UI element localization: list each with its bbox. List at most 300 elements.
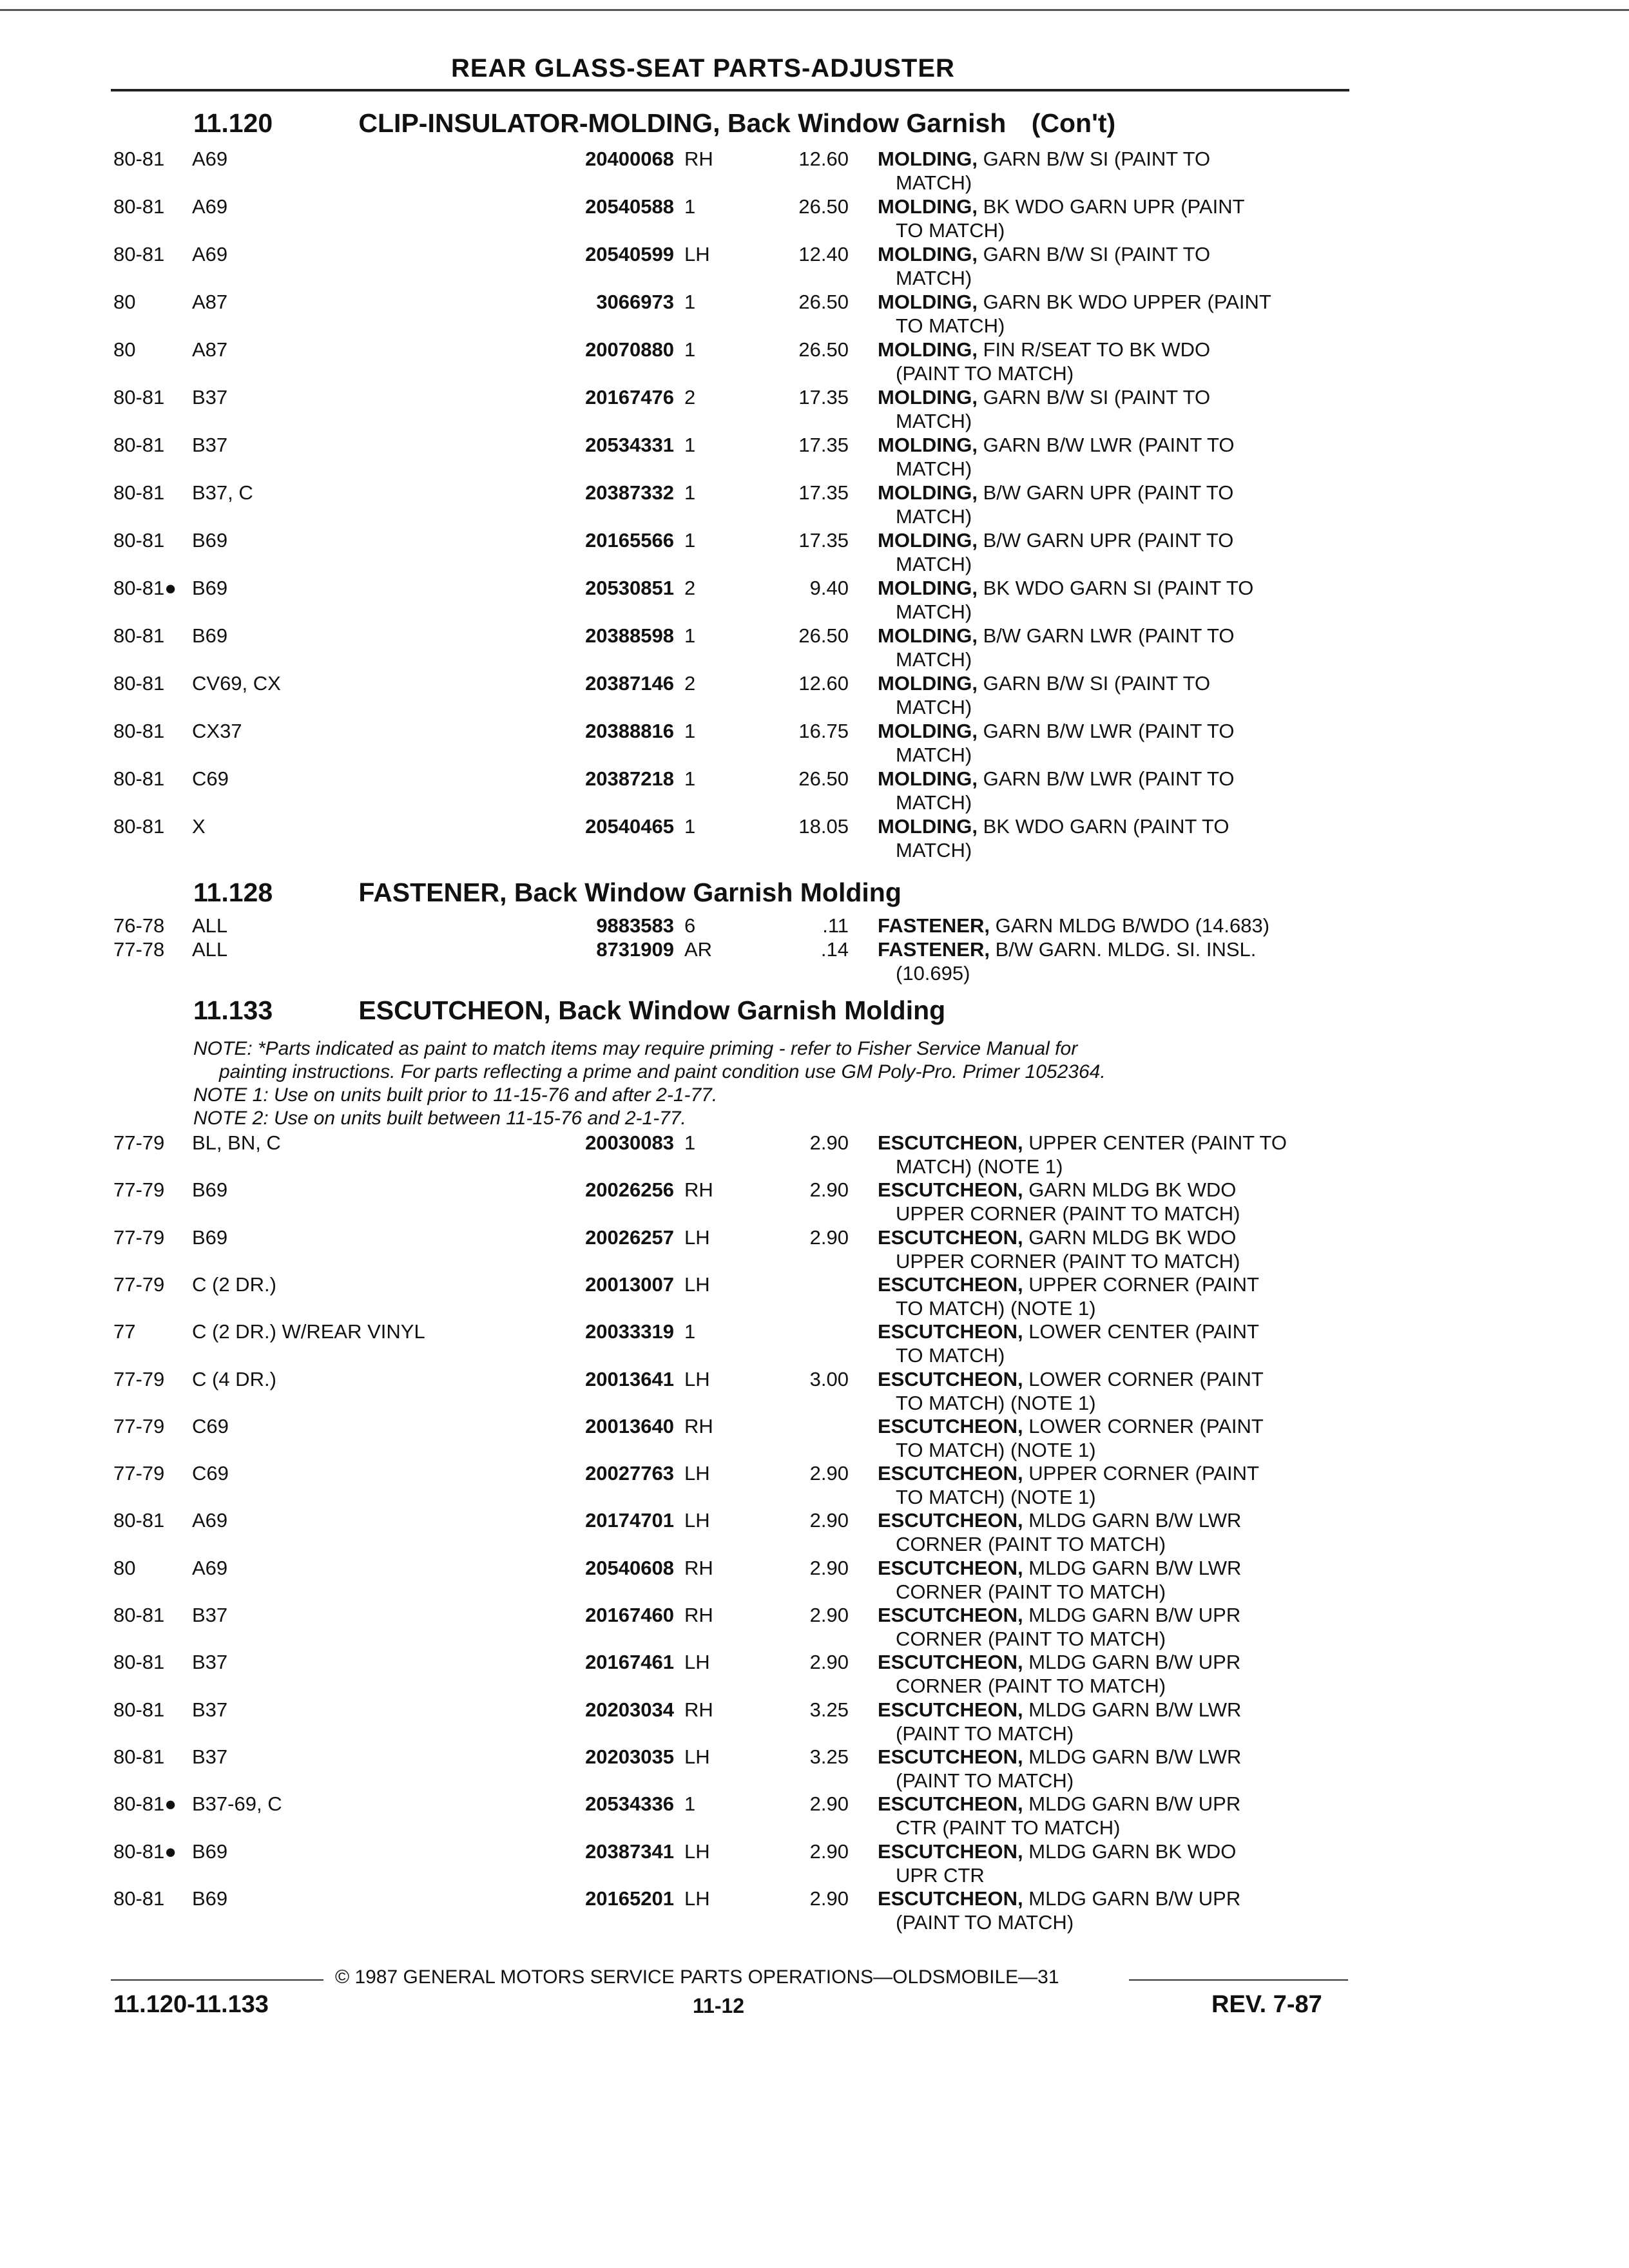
description-line-1: BK WDO GARN SI (PAINT TO xyxy=(983,577,1254,599)
description-line-2: CORNER (PAINT TO MATCH) xyxy=(896,1580,1166,1603)
top-border-line xyxy=(0,9,1629,11)
model-cell: BL, BN, C xyxy=(192,1131,281,1154)
part-number-cell: 20540465 xyxy=(585,815,674,838)
description-line-1: GARN B/W LWR (PAINT TO xyxy=(983,767,1235,790)
quantity-cell: LH xyxy=(684,1273,710,1296)
model-cell: B69 xyxy=(192,1887,228,1910)
description-cell xyxy=(878,1508,1348,1556)
description-line-2: MATCH) xyxy=(896,791,972,814)
model-cell: A69 xyxy=(192,195,228,218)
footer-section-range: 11.120-11.133 xyxy=(113,1991,269,2018)
quantity-cell: LH xyxy=(684,1887,710,1910)
note-line: NOTE: *Parts indicated as paint to match items may require priming - refer to Fisher Service Manual for xyxy=(193,1038,1078,1059)
quantity-cell: 1 xyxy=(684,624,696,647)
model-cell: B37 xyxy=(192,1745,228,1768)
price-cell: 17.35 xyxy=(798,481,849,504)
description-line-1: MLDG GARN B/W LWR xyxy=(1028,1745,1242,1768)
description-cell xyxy=(878,1792,1348,1840)
part-name: MOLDING, xyxy=(878,291,978,313)
model-cell: C (2 DR.) xyxy=(192,1273,276,1296)
parts-row xyxy=(0,814,1629,862)
footer-revision: REV. 7-87 xyxy=(1211,1991,1322,2018)
part-name: MOLDING, xyxy=(878,577,978,599)
quantity-cell: LH xyxy=(684,1840,710,1863)
description-line-1: GARN BK WDO UPPER (PAINT xyxy=(983,291,1271,313)
quantity-cell: 1 xyxy=(684,815,696,838)
description-line-2: CORNER (PAINT TO MATCH) xyxy=(896,1533,1166,1556)
year-cell: 80-81 xyxy=(113,815,165,838)
price-cell: 2.90 xyxy=(809,1131,849,1154)
part-name: ESCUTCHEON, xyxy=(878,1745,1023,1768)
price-cell: 2.90 xyxy=(809,1840,849,1863)
part-number-cell: 20530851 xyxy=(585,577,674,599)
price-cell: 12.60 xyxy=(798,672,849,695)
part-name: ESCUTCHEON, xyxy=(878,1178,1023,1202)
description-line-1: FIN R/SEAT TO BK WDO xyxy=(983,338,1211,361)
note-line: NOTE 1: Use on units built prior to 11-15-76 and after 2-1-77. xyxy=(193,1084,718,1106)
price-cell: 2.90 xyxy=(809,1792,849,1816)
description-cell xyxy=(878,1603,1348,1651)
part-name: MOLDING, xyxy=(878,434,978,456)
part-name: ESCUTCHEON, xyxy=(878,1509,1023,1532)
section-heading xyxy=(193,995,945,1026)
parts-row xyxy=(0,767,1629,814)
description-cell xyxy=(878,242,1348,290)
parts-row xyxy=(0,1367,1629,1415)
quantity-cell: 6 xyxy=(684,914,696,937)
part-number-cell: 20165201 xyxy=(585,1887,674,1910)
description-line-2: MATCH) xyxy=(896,648,972,671)
description-cell xyxy=(878,385,1348,433)
year-cell: 77-79 xyxy=(113,1131,165,1154)
price-cell: 26.50 xyxy=(798,291,849,313)
price-cell: 17.35 xyxy=(798,386,849,408)
description-line-2: TO MATCH) xyxy=(896,1344,1005,1367)
description-line-2: MATCH) xyxy=(896,839,972,861)
part-name: ESCUTCHEON, xyxy=(878,1273,1023,1296)
price-cell: 2.90 xyxy=(809,1651,849,1674)
year-cell: 76-78 xyxy=(113,914,165,937)
part-name: ESCUTCHEON, xyxy=(878,1840,1023,1863)
model-cell: X xyxy=(192,815,206,838)
parts-row xyxy=(0,576,1629,624)
part-name: ESCUTCHEON, xyxy=(878,1556,1023,1579)
price-cell: .14 xyxy=(820,938,849,961)
description-line-1: GARN B/W LWR (PAINT TO xyxy=(983,434,1235,456)
model-cell: B69 xyxy=(192,1178,228,1202)
description-line-2: TO MATCH) xyxy=(896,314,1005,337)
quantity-cell: 1 xyxy=(684,338,696,361)
quantity-cell: 1 xyxy=(684,1320,696,1343)
year-cell: 80-81 xyxy=(113,624,165,647)
footer-rule-right xyxy=(1129,1979,1348,1981)
model-cell: B69 xyxy=(192,577,228,599)
part-number-cell: 20030083 xyxy=(585,1131,674,1154)
section-number: 11.133 xyxy=(193,995,273,1025)
description-cell xyxy=(878,671,1348,719)
model-cell: CX37 xyxy=(192,720,242,742)
year-cell: 80-81 xyxy=(113,1604,165,1626)
header-rule xyxy=(111,89,1349,91)
part-name: ESCUTCHEON, xyxy=(878,1414,1023,1437)
year-cell: 77-79 xyxy=(113,1178,165,1202)
quantity-cell: LH xyxy=(684,243,710,265)
year-cell: 80-81 xyxy=(113,672,165,695)
price-cell: 3.25 xyxy=(809,1698,849,1721)
parts-row xyxy=(0,719,1629,767)
part-name: FASTENER, xyxy=(878,914,990,937)
section-title: FASTENER, Back Window Garnish Molding xyxy=(358,878,901,907)
part-name: ESCUTCHEON, xyxy=(878,1131,1023,1154)
year-cell: 77-79 xyxy=(113,1414,165,1437)
description-line-1: B/W GARN LWR (PAINT TO xyxy=(983,624,1235,647)
model-cell: B37 xyxy=(192,386,228,408)
parts-row xyxy=(0,528,1629,576)
description-line-1: GARN B/W SI (PAINT TO xyxy=(983,672,1211,695)
quantity-cell: AR xyxy=(684,938,713,961)
description-line-2: TO MATCH) (NOTE 1) xyxy=(896,1296,1096,1320)
part-name: MOLDING, xyxy=(878,767,978,790)
section-heading xyxy=(193,878,901,908)
description-line-1: BK WDO GARN UPR (PAINT xyxy=(983,195,1245,218)
quantity-cell: 1 xyxy=(684,767,696,790)
year-cell: 80-81 xyxy=(113,720,165,742)
model-cell: B69 xyxy=(192,1225,228,1249)
quantity-cell: 1 xyxy=(684,1792,696,1816)
parts-row xyxy=(0,1178,1629,1225)
description-line-1: UPPER CENTER (PAINT TO xyxy=(1028,1131,1287,1154)
price-cell: 9.40 xyxy=(809,577,849,599)
description-line-1: MLDG GARN B/W LWR xyxy=(1028,1698,1242,1721)
description-cell xyxy=(878,1698,1348,1745)
parts-row xyxy=(0,147,1629,195)
description-line-1: LOWER CORNER (PAINT xyxy=(1028,1414,1264,1437)
description-line-2: MATCH) (NOTE 1) xyxy=(896,1155,1063,1178)
description-line-1: GARN B/W SI (PAINT TO xyxy=(983,243,1211,265)
model-cell: B69 xyxy=(192,1840,228,1863)
model-cell: C (4 DR.) xyxy=(192,1367,276,1390)
year-cell: 80-81 xyxy=(113,148,165,170)
price-cell: 16.75 xyxy=(798,720,849,742)
quantity-cell: LH xyxy=(684,1225,710,1249)
part-number-cell: 20070880 xyxy=(585,338,674,361)
part-name: MOLDING, xyxy=(878,720,978,742)
part-number-cell: 20540608 xyxy=(585,1556,674,1579)
year-cell: 80 xyxy=(113,338,136,361)
description-line-1: MLDG GARN B/W LWR xyxy=(1028,1509,1242,1532)
description-cell xyxy=(878,1178,1348,1225)
quantity-cell: RH xyxy=(684,1414,713,1437)
part-number-cell: 20400068 xyxy=(585,148,674,170)
description-line-2: TO MATCH) (NOTE 1) xyxy=(896,1438,1096,1461)
part-number-cell: 20013640 xyxy=(585,1414,674,1437)
parts-row xyxy=(0,624,1629,671)
model-cell: B37 xyxy=(192,1604,228,1626)
year-cell: 80-81 xyxy=(113,767,165,790)
parts-row xyxy=(0,1131,1629,1178)
part-number-cell: 20165566 xyxy=(585,529,674,552)
part-number-cell: 20387218 xyxy=(585,767,674,790)
model-cell: B37, C xyxy=(192,481,253,504)
section-heading xyxy=(193,108,1115,139)
description-line-1: MLDG GARN B/W LWR xyxy=(1028,1556,1242,1579)
parts-row xyxy=(0,1556,1629,1604)
model-cell: A87 xyxy=(192,291,228,313)
model-cell: B37 xyxy=(192,434,228,456)
model-cell: CV69, CX xyxy=(192,672,281,695)
description-cell xyxy=(878,195,1348,242)
description-cell xyxy=(878,290,1348,338)
quantity-cell: 1 xyxy=(684,481,696,504)
parts-row xyxy=(0,671,1629,719)
parts-row xyxy=(0,1887,1629,1934)
description-line-1: GARN B/W LWR (PAINT TO xyxy=(983,720,1235,742)
part-number-cell: 20387146 xyxy=(585,672,674,695)
price-cell: 2.90 xyxy=(809,1556,849,1579)
quantity-cell: LH xyxy=(684,1651,710,1674)
parts-row xyxy=(0,1792,1629,1840)
part-name: ESCUTCHEON, xyxy=(878,1887,1023,1910)
parts-row xyxy=(0,385,1629,433)
year-cell: 80-81 xyxy=(113,195,165,218)
description-cell xyxy=(878,433,1348,481)
part-name: ESCUTCHEON, xyxy=(878,1225,1023,1249)
quantity-cell: 1 xyxy=(684,195,696,218)
description-cell xyxy=(878,481,1348,528)
year-cell: 80-81● xyxy=(113,1792,177,1816)
description-cell xyxy=(878,1650,1348,1698)
parts-row xyxy=(0,937,1629,985)
section-number: 11.120 xyxy=(193,108,273,138)
part-number-cell: 20388598 xyxy=(585,624,674,647)
part-number-cell: 20387341 xyxy=(585,1840,674,1863)
year-cell: 80-81 xyxy=(113,386,165,408)
description-cell xyxy=(878,1745,1348,1792)
note-line: NOTE 2: Use on units built between 11-15-76 and 2-1-77. xyxy=(193,1108,686,1129)
description-cell xyxy=(878,1840,1348,1887)
parts-row xyxy=(0,195,1629,242)
description-line-1: MLDG GARN B/W UPR xyxy=(1028,1604,1241,1626)
year-cell: 77-79 xyxy=(113,1273,165,1296)
quantity-cell: 1 xyxy=(684,529,696,552)
price-cell: 17.35 xyxy=(798,434,849,456)
description-line-1: MLDG GARN B/W UPR xyxy=(1028,1792,1241,1816)
description-line-2: UPR CTR xyxy=(896,1863,985,1887)
quantity-cell: LH xyxy=(684,1509,710,1532)
part-number-cell: 20203035 xyxy=(585,1745,674,1768)
year-cell: 80-81● xyxy=(113,1840,177,1863)
description-cell xyxy=(878,338,1348,385)
parts-row xyxy=(0,1840,1629,1887)
part-number-cell: 20026257 xyxy=(585,1225,674,1249)
part-number-cell: 20534336 xyxy=(585,1792,674,1816)
model-cell: ALL xyxy=(192,914,228,937)
description-cell xyxy=(878,1556,1348,1604)
price-cell: 2.90 xyxy=(809,1462,849,1485)
year-cell: 80 xyxy=(113,291,136,313)
description-line-2: MATCH) xyxy=(896,553,972,575)
description-line-1: GARN MLDG BK WDO xyxy=(1028,1225,1237,1249)
part-number-cell: 9883583 xyxy=(596,914,674,937)
section-title: ESCUTCHEON, Back Window Garnish Molding xyxy=(358,995,946,1025)
parts-row xyxy=(0,290,1629,338)
description-cell xyxy=(878,576,1348,624)
model-cell: A69 xyxy=(192,148,228,170)
description-cell xyxy=(878,814,1348,862)
quantity-cell: 1 xyxy=(684,434,696,456)
part-number-cell: 20534331 xyxy=(585,434,674,456)
part-name: MOLDING, xyxy=(878,624,978,647)
note-line: painting instructions. For parts reflecting a prime and paint condition use GM Poly-Pro. Primer 1052364. xyxy=(219,1061,1106,1082)
quantity-cell: 1 xyxy=(684,291,696,313)
description-line-1: GARN MLDG B/WDO (14.683) xyxy=(995,914,1270,937)
parts-row xyxy=(0,1414,1629,1462)
model-cell: C69 xyxy=(192,1462,229,1485)
part-number-cell: 20026256 xyxy=(585,1178,674,1202)
quantity-cell: RH xyxy=(684,1698,713,1721)
description-line-2: MATCH) xyxy=(896,744,972,766)
price-cell: 26.50 xyxy=(798,767,849,790)
description-cell xyxy=(878,1131,1348,1178)
section-number: 11.128 xyxy=(193,878,273,907)
parts-row xyxy=(0,1508,1629,1556)
quantity-cell: RH xyxy=(684,1604,713,1626)
description-cell xyxy=(878,1414,1348,1462)
description-line-1: B/W GARN UPR (PAINT TO xyxy=(983,481,1234,504)
quantity-cell: 1 xyxy=(684,720,696,742)
description-line-2: (PAINT TO MATCH) xyxy=(896,1769,1074,1792)
part-name: ESCUTCHEON, xyxy=(878,1367,1023,1390)
description-line-2: UPPER CORNER (PAINT TO MATCH) xyxy=(896,1202,1240,1225)
model-cell: B37 xyxy=(192,1698,228,1721)
description-line-1: B/W GARN. MLDG. SI. INSL. xyxy=(995,938,1257,961)
part-name: ESCUTCHEON, xyxy=(878,1604,1023,1626)
price-cell: 26.50 xyxy=(798,338,849,361)
price-cell: 18.05 xyxy=(798,815,849,838)
price-cell: 12.60 xyxy=(798,148,849,170)
model-cell: A87 xyxy=(192,338,228,361)
model-cell: A69 xyxy=(192,1509,228,1532)
year-cell: 77-79 xyxy=(113,1462,165,1485)
part-name: MOLDING, xyxy=(878,529,978,552)
quantity-cell: LH xyxy=(684,1367,710,1390)
parts-row xyxy=(0,481,1629,528)
parts-row xyxy=(0,1461,1629,1509)
description-cell xyxy=(878,1887,1348,1934)
model-cell: B69 xyxy=(192,529,228,552)
model-cell: C69 xyxy=(192,1414,229,1437)
description-line-1: UPPER CORNER (PAINT xyxy=(1028,1273,1259,1296)
footer-rule-left xyxy=(111,1979,323,1981)
quantity-cell: LH xyxy=(684,1745,710,1768)
part-number-cell: 20387332 xyxy=(585,481,674,504)
part-name: MOLDING, xyxy=(878,672,978,695)
quantity-cell: 1 xyxy=(684,1131,696,1154)
year-cell: 80-81 xyxy=(113,1745,165,1768)
part-name: FASTENER, xyxy=(878,938,990,961)
price-cell: 26.50 xyxy=(798,195,849,218)
description-cell xyxy=(878,937,1348,985)
description-line-2: MATCH) xyxy=(896,505,972,528)
parts-row xyxy=(0,1745,1629,1792)
description-line-2: TO MATCH) (NOTE 1) xyxy=(896,1486,1096,1509)
quantity-cell: RH xyxy=(684,1556,713,1579)
part-number-cell: 20540588 xyxy=(585,195,674,218)
part-name: MOLDING, xyxy=(878,338,978,361)
model-cell: C69 xyxy=(192,767,229,790)
quantity-cell: RH xyxy=(684,148,713,170)
footer-page-number: 11-12 xyxy=(693,1994,745,2017)
part-number-cell: 20027763 xyxy=(585,1462,674,1485)
description-line-1: GARN MLDG BK WDO xyxy=(1028,1178,1237,1202)
description-line-2: MATCH) xyxy=(896,696,972,718)
description-cell xyxy=(878,624,1348,671)
year-cell: 80 xyxy=(113,1556,136,1579)
part-name: ESCUTCHEON, xyxy=(878,1698,1023,1721)
part-name: ESCUTCHEON, xyxy=(878,1792,1023,1816)
part-name: MOLDING, xyxy=(878,815,978,838)
part-name: MOLDING, xyxy=(878,386,978,408)
description-cell xyxy=(878,914,1348,937)
part-number-cell: 20167460 xyxy=(585,1604,674,1626)
price-cell: 3.25 xyxy=(809,1745,849,1768)
description-line-1: GARN B/W SI (PAINT TO xyxy=(983,386,1211,408)
section-title: CLIP-INSULATOR-MOLDING, Back Window Garnish xyxy=(358,108,1007,138)
description-line-2: (PAINT TO MATCH) xyxy=(896,362,1074,385)
part-name: ESCUTCHEON, xyxy=(878,1462,1023,1485)
parts-row xyxy=(0,338,1629,385)
page-title: REAR GLASS-SEAT PARTS-ADJUSTER xyxy=(451,54,955,82)
parts-row xyxy=(0,433,1629,481)
year-cell: 80-81 xyxy=(113,434,165,456)
description-line-2: MATCH) xyxy=(896,410,972,432)
year-cell: 80-81 xyxy=(113,1651,165,1674)
year-cell: 80-81 xyxy=(113,1509,165,1532)
description-line-1: MLDG GARN B/W UPR xyxy=(1028,1651,1241,1674)
model-cell: B37-69, C xyxy=(192,1792,282,1816)
description-line-2: CORNER (PAINT TO MATCH) xyxy=(896,1675,1166,1698)
description-cell xyxy=(878,1273,1348,1320)
year-cell: 77 xyxy=(113,1320,136,1343)
description-line-1: LOWER CENTER (PAINT xyxy=(1028,1320,1259,1343)
parts-row xyxy=(0,1273,1629,1320)
part-name: MOLDING, xyxy=(878,148,978,170)
part-name: ESCUTCHEON, xyxy=(878,1651,1023,1674)
description-line-1: LOWER CORNER (PAINT xyxy=(1028,1367,1264,1390)
year-cell: 80-81 xyxy=(113,529,165,552)
quantity-cell: 2 xyxy=(684,386,696,408)
description-line-2: TO MATCH) xyxy=(896,219,1005,242)
description-line-2: (PAINT TO MATCH) xyxy=(896,1910,1074,1934)
description-line-1: MLDG GARN BK WDO xyxy=(1028,1840,1237,1863)
part-number-cell: 20388816 xyxy=(585,720,674,742)
price-cell: 2.90 xyxy=(809,1887,849,1910)
model-cell: C (2 DR.) W/REAR VINYL xyxy=(192,1320,425,1343)
price-cell: 2.90 xyxy=(809,1178,849,1202)
year-cell: 77-79 xyxy=(113,1225,165,1249)
notes-block xyxy=(193,1037,1353,1130)
description-cell xyxy=(878,528,1348,576)
description-cell xyxy=(878,719,1348,767)
price-cell: 17.35 xyxy=(798,529,849,552)
price-cell: .11 xyxy=(822,914,849,937)
description-cell xyxy=(878,1367,1348,1415)
description-line-1: B/W GARN UPR (PAINT TO xyxy=(983,529,1234,552)
parts-row xyxy=(0,1603,1629,1651)
description-line-2: (PAINT TO MATCH) xyxy=(896,1722,1074,1745)
part-number-cell: 20167476 xyxy=(585,386,674,408)
description-line-2: MATCH) xyxy=(896,601,972,623)
